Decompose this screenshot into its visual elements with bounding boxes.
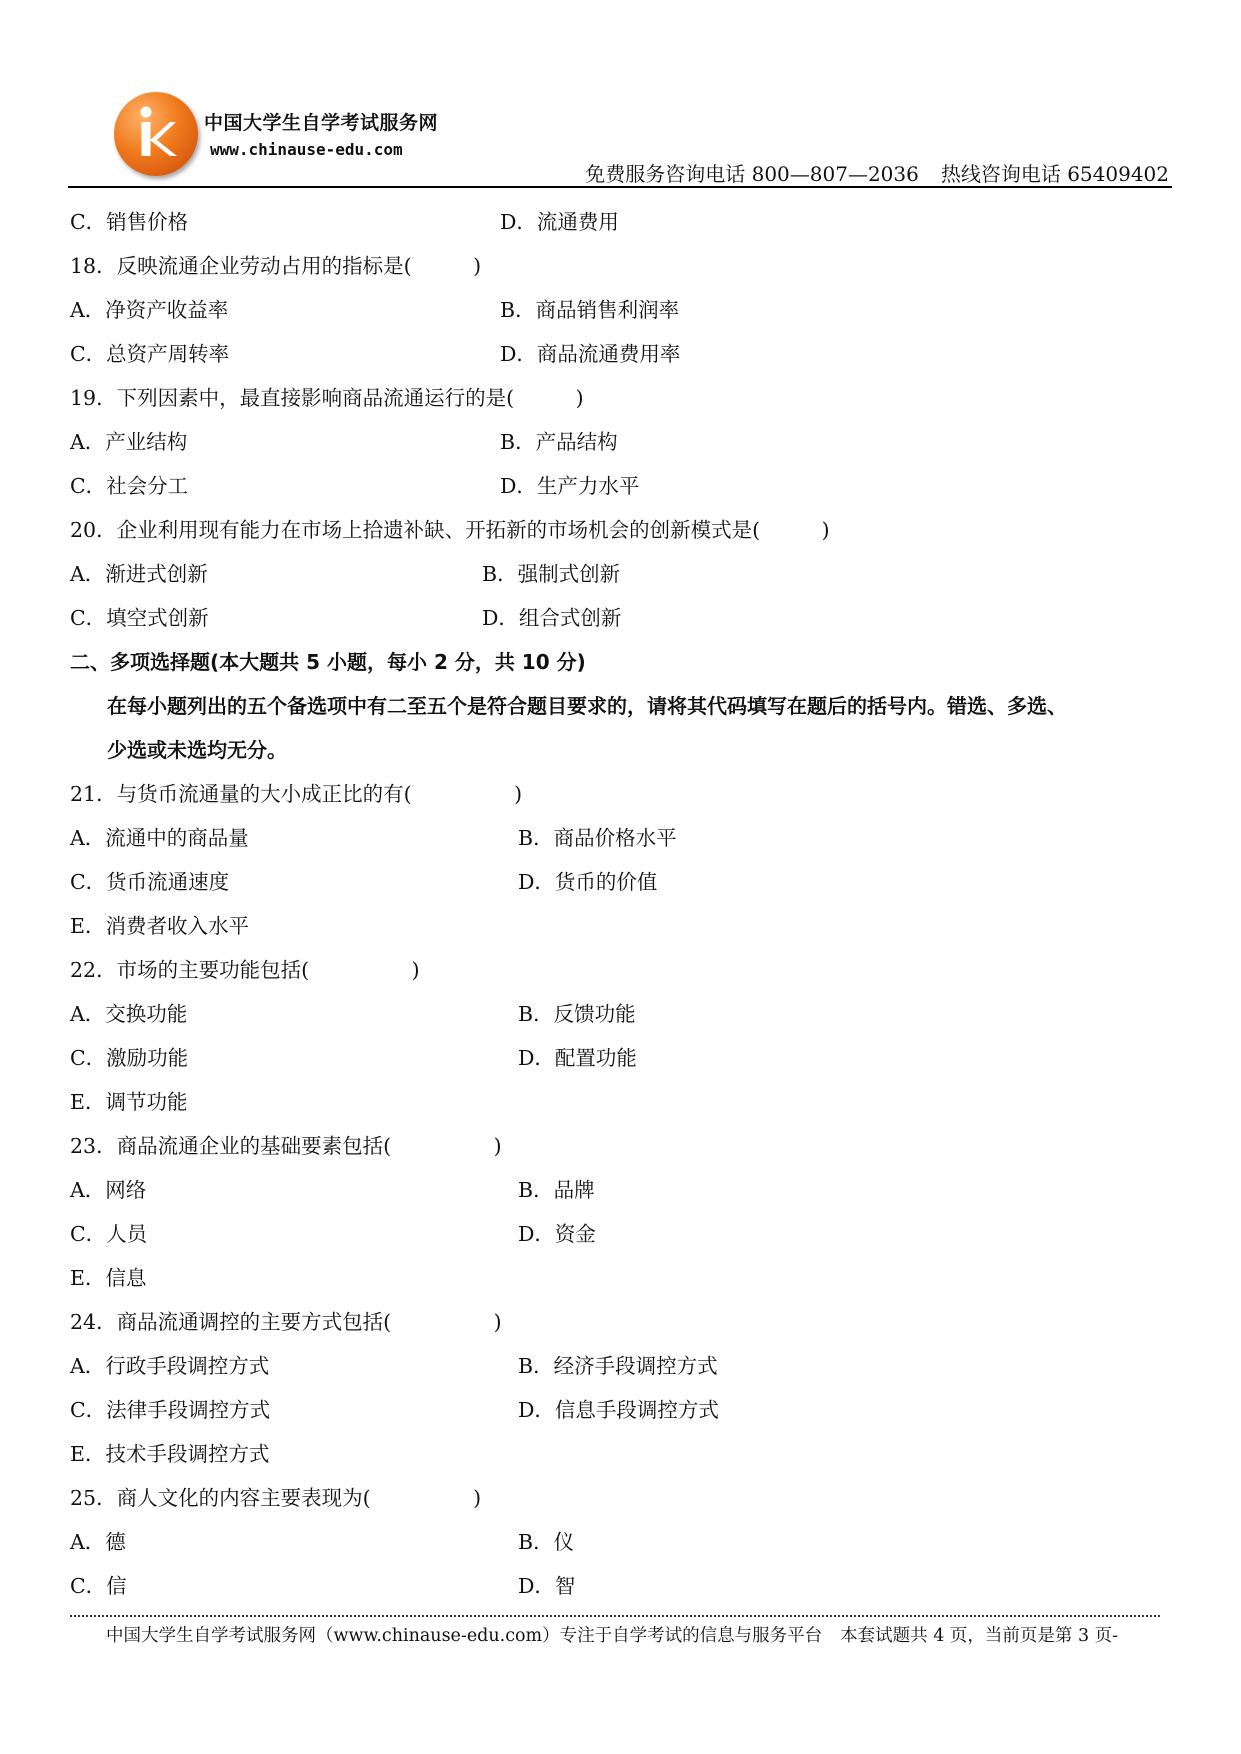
site-logo	[114, 92, 198, 176]
option-row	[70, 464, 1180, 508]
option-e: E．消费者收入水平	[70, 914, 249, 938]
question-24: 24．商品流通调控的主要方式包括( )	[70, 1310, 502, 1334]
question-19: 19．下列因素中，最直接影响商品流通运行的是( )	[70, 386, 584, 410]
option-left: A．行政手段调控方式	[70, 1354, 270, 1378]
option-left: A．产业结构	[70, 430, 188, 454]
option-right: B．产品结构	[500, 430, 618, 454]
free-service-phone: 免费服务咨询电话 800—807—2036	[585, 162, 919, 186]
option-right: B．品牌	[518, 1178, 595, 1202]
option-row	[70, 992, 1180, 1036]
option-right: D．生产力水平	[500, 474, 640, 498]
option-right: B．反馈功能	[518, 1002, 636, 1026]
option-right: D．货币的价值	[518, 870, 658, 894]
option-row	[70, 1168, 1180, 1212]
option-right: D．智	[518, 1574, 576, 1598]
option-right: D．信息手段调控方式	[518, 1398, 719, 1422]
option-left: A．流通中的商品量	[70, 826, 249, 850]
option-right: B．仪	[518, 1530, 575, 1554]
option-right: D．组合式创新	[482, 606, 622, 630]
option-row	[70, 288, 1180, 332]
option-row	[70, 420, 1180, 464]
option-row	[70, 200, 1180, 244]
option-row	[70, 1344, 1180, 1388]
section-instruction-cont: 少选或未选均无分。	[107, 738, 287, 762]
question-23: 23．商品流通企业的基础要素包括( )	[70, 1134, 502, 1158]
option-row	[70, 1388, 1180, 1432]
page-header	[0, 0, 1241, 190]
option-left: C．销售价格	[70, 210, 189, 234]
footer-divider	[70, 1615, 1160, 1617]
option-left: A．交换功能	[70, 1002, 188, 1026]
option-row	[70, 596, 1180, 640]
option-row	[70, 1564, 1180, 1608]
option-left: A．渐进式创新	[70, 562, 208, 586]
option-left: A．净资产收益率	[70, 298, 229, 322]
option-right: D．流通费用	[500, 210, 619, 234]
option-left: C．法律手段调控方式	[70, 1398, 271, 1422]
hotline-phone: 热线咨询电话 65409402	[940, 162, 1169, 186]
site-url[interactable]: www.chinause-edu.com	[210, 140, 403, 159]
exam-content	[70, 200, 1180, 1608]
option-row	[70, 552, 1180, 596]
option-right: B．商品价格水平	[518, 826, 677, 850]
question-25: 25．商人文化的内容主要表现为( )	[70, 1486, 482, 1510]
footer-page-info: 本套试题共 4 页，当前页是第 3 页-	[840, 1626, 1119, 1646]
option-left: C．总资产周转率	[70, 342, 230, 366]
option-right: D．配置功能	[518, 1046, 637, 1070]
contact-phones	[585, 158, 1169, 187]
footer-site-info: 中国大学生自学考试服务网（www.chinause-edu.com）专注于自学考试的信息与服务平台	[106, 1626, 823, 1646]
option-left: C．激励功能	[70, 1046, 189, 1070]
option-left: C．人员	[70, 1222, 148, 1246]
option-left: C．信	[70, 1574, 127, 1598]
option-left: C．货币流通速度	[70, 870, 230, 894]
option-left: C．社会分工	[70, 474, 189, 498]
site-name: 中国大学生自学考试服务网	[204, 112, 439, 134]
header-divider	[68, 186, 1172, 188]
option-row	[70, 1212, 1180, 1256]
page-footer	[106, 1622, 1118, 1647]
section-instruction: 在每小题列出的五个备选项中有二至五个是符合题目要求的，请将其代码填写在题后的括号内。错选、多选、	[107, 694, 1067, 718]
option-e: E．调节功能	[70, 1090, 188, 1114]
option-e: E．信息	[70, 1266, 147, 1290]
option-right: D．商品流通费用率	[500, 342, 681, 366]
option-right: D．资金	[518, 1222, 596, 1246]
option-left: C．填空式创新	[70, 606, 209, 630]
option-right: B．强制式创新	[482, 562, 621, 586]
option-e: E．技术手段调控方式	[70, 1442, 270, 1466]
option-right: B．商品销售利润率	[500, 298, 680, 322]
question-22: 22．市场的主要功能包括( )	[70, 958, 420, 982]
k-logo-icon	[114, 92, 198, 176]
option-row	[70, 860, 1180, 904]
option-left: A．网络	[70, 1178, 147, 1202]
question-20: 20．企业利用现有能力在市场上拾遗补缺、开拓新的市场机会的创新模式是( )	[70, 518, 830, 542]
section-heading: 二、多项选择题(本大题共 5 小题，每小 2 分，共 10 分)	[70, 650, 586, 674]
option-row	[70, 816, 1180, 860]
option-row	[70, 1036, 1180, 1080]
option-left: A．德	[70, 1530, 126, 1554]
option-right: B．经济手段调控方式	[518, 1354, 718, 1378]
question-21: 21．与货币流通量的大小成正比的有( )	[70, 782, 523, 806]
question-18: 18．反映流通企业劳动占用的指标是( )	[70, 254, 482, 278]
option-row	[70, 1520, 1180, 1564]
option-row	[70, 332, 1180, 376]
